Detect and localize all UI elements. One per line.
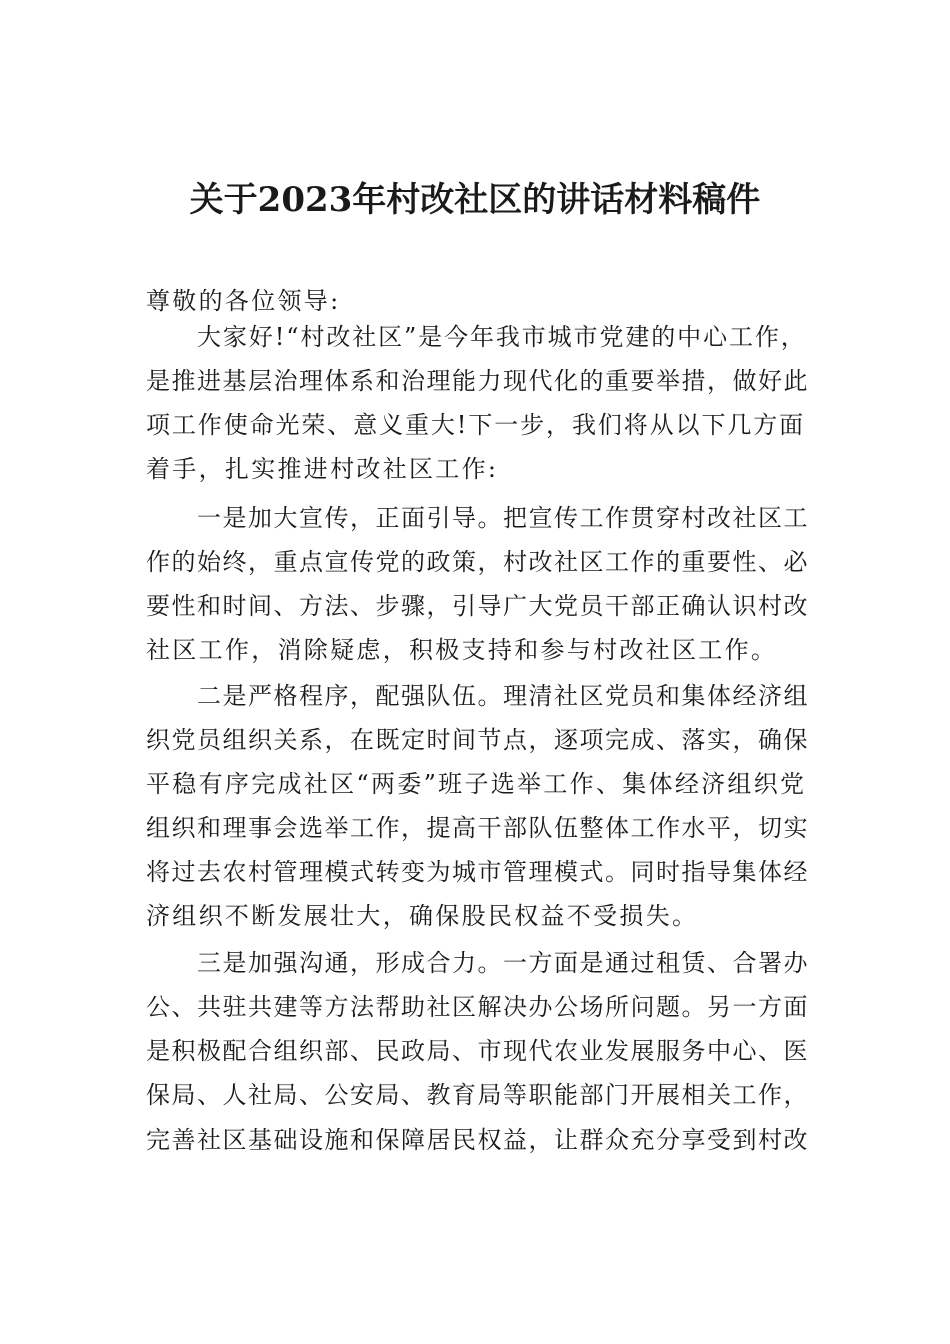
text-line: 公、共驻共建等方法帮助社区解决办公场所问题。另一方面: [146, 993, 809, 1021]
text-line: 要性和时间、方法、步骤，引导广大党员干部正确认识村改: [146, 592, 809, 620]
document-title: 关于2023年村改社区的讲话材料稿件: [189, 180, 761, 220]
text-line: 项工作使命光荣、意义重大!下一步，我们将从以下几方面: [146, 411, 806, 439]
text-line: 完善社区基础设施和保障居民权益，让群众充分享受到村改: [146, 1126, 809, 1154]
text-line: 二是严格程序，配强队伍。理清社区党员和集体经济组: [197, 682, 809, 710]
text-line: 着手，扎实推进村改社区工作:: [146, 455, 499, 483]
text-line: 将过去农村管理模式转变为城市管理模式。同时指导集体经: [146, 858, 809, 886]
text-line: 作的始终，重点宣传党的政策，村改社区工作的重要性、必: [146, 548, 809, 576]
text-line: 三是加强沟通，形成合力。一方面是通过租赁、合署办: [197, 949, 809, 977]
salutation: 尊敬的各位领导:: [146, 287, 341, 315]
text-line: 是积极配合组织部、民政局、市现代农业发展服务中心、医: [146, 1037, 809, 1065]
text-line: 一是加大宣传，正面引导。把宣传工作贯穿村改社区工: [197, 504, 809, 532]
text-line: 组织和理事会选举工作，提高干部队伍整体工作水平，切实: [146, 814, 809, 842]
text-line: 平稳有序完成社区“两委”班子选举工作、集体经济组织党: [146, 770, 807, 798]
text-line: 是推进基层治理体系和治理能力现代化的重要举措，做好此: [146, 367, 809, 395]
text-line: 济组织不断发展壮大，确保股民权益不受损失。: [146, 902, 699, 930]
text-line: 大家好!“村改社区”是今年我市城市党建的中心工作，: [197, 323, 807, 351]
text-line: 社区工作，消除疑虑，积极支持和参与村改社区工作。: [146, 636, 778, 664]
text-line: 保局、人社局、公安局、教育局等职能部门开展相关工作，: [146, 1081, 809, 1109]
text-line: 织党员组织关系，在既定时间节点，逐项完成、落实，确保: [146, 726, 809, 754]
